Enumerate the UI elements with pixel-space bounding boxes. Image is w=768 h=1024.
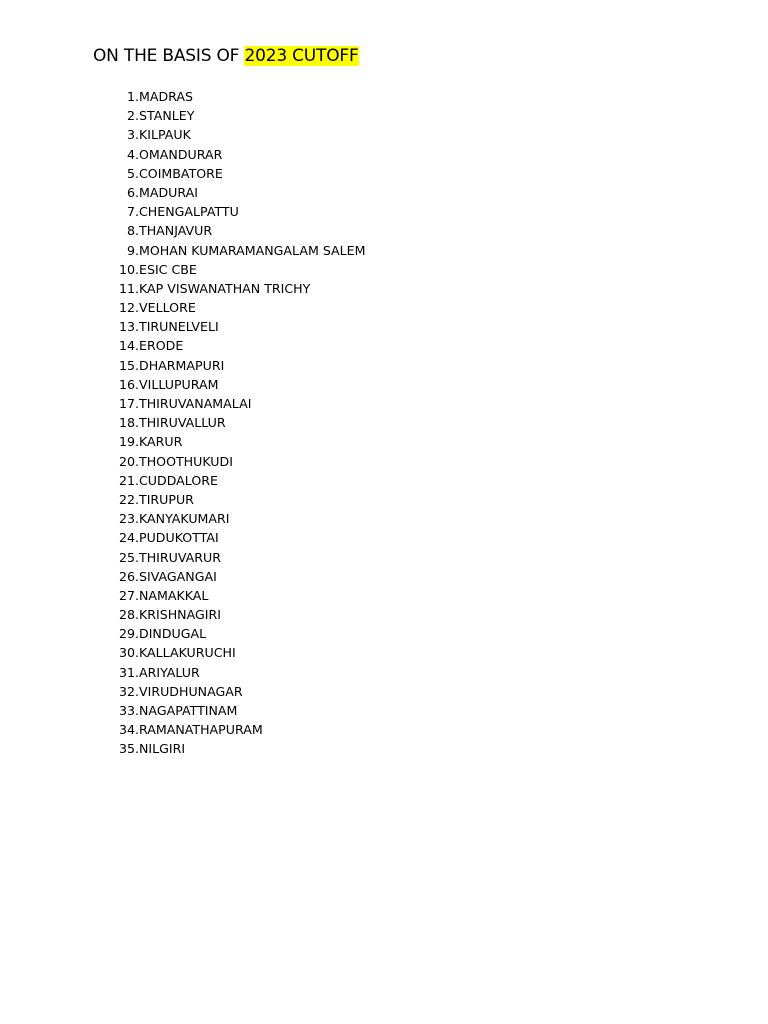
list-item-name: PUDUKOTTAI	[139, 530, 219, 546]
list-item-number: 7.	[126, 204, 139, 220]
list-item	[112, 452, 233, 471]
list-item	[112, 183, 198, 202]
list-item-name: DHARMAPURI	[139, 357, 225, 373]
list-item-name: OMANDURAR	[139, 146, 223, 162]
list-item	[112, 394, 252, 413]
list-item-name: RAMANATHAPURAM	[139, 722, 263, 738]
list-item-name: NAMAKKAL	[139, 587, 209, 603]
list-item	[112, 432, 183, 451]
list-item-name: VILLUPURAM	[139, 376, 219, 392]
list-item	[112, 298, 196, 317]
list-item-number: 9.	[126, 242, 139, 258]
list-item-name: NAGAPATTINAM	[139, 703, 238, 718]
list-item-name: KAP VISWANATHAN TRICHY	[139, 280, 311, 296]
list-item-name: THANJAVUR	[139, 223, 213, 239]
list-item-number: 1.	[126, 89, 139, 104]
list-item-name: NILGIRI	[139, 741, 186, 757]
list-item	[112, 221, 213, 240]
list-item-number: 24.	[118, 530, 139, 546]
list-item-number: 3.	[126, 127, 139, 143]
list-item	[112, 567, 217, 586]
list-item-name: MOHAN KUMARAMANGALAM SALEM	[139, 242, 366, 258]
list-item-name: COIMBATORE	[139, 165, 223, 181]
list-item-name: MADRAS	[139, 89, 194, 104]
list-item-name: STANLEY	[139, 108, 195, 124]
list-item-number: 13.	[118, 319, 139, 335]
list-item-number: 32.	[118, 683, 139, 699]
document-heading	[93, 44, 359, 68]
list-item-name: ARIYALUR	[139, 664, 200, 680]
list-item-name: THOOTHUKUDI	[139, 453, 233, 469]
list-item	[112, 701, 238, 720]
list-item	[112, 164, 223, 183]
list-item	[112, 125, 191, 144]
list-item	[112, 720, 263, 739]
list-item-number: 6.	[126, 184, 139, 200]
list-item	[112, 375, 219, 394]
list-item-name: KALLAKURUCHI	[139, 645, 236, 661]
list-item-name: KANYAKUMARI	[139, 511, 230, 527]
list-item	[112, 663, 200, 682]
list-item-number: 27.	[118, 587, 139, 603]
list-item	[112, 87, 194, 106]
list-item-number: 10.	[118, 261, 139, 277]
list-item	[112, 624, 207, 643]
list-item	[112, 356, 225, 375]
list-item	[112, 509, 230, 528]
list-item-number: 31.	[118, 664, 139, 680]
list-item	[112, 586, 209, 605]
list-item-number: 21.	[118, 472, 139, 488]
list-item-number: 33.	[118, 703, 139, 718]
list-item-number: 28.	[118, 607, 139, 623]
list-item-number: 29.	[118, 626, 139, 642]
list-item-number: 20.	[118, 453, 139, 469]
list-item-name: TIRUNELVELI	[139, 319, 219, 335]
list-item-number: 23.	[118, 511, 139, 527]
list-item-number: 34.	[118, 722, 139, 738]
list-item-number: 19.	[118, 434, 139, 450]
heading-highlight: 2023 CUTOFF	[244, 46, 359, 66]
list-item	[112, 528, 219, 547]
list-item	[112, 317, 219, 336]
list-item	[112, 682, 243, 701]
list-item-number: 26.	[118, 568, 139, 584]
list-item-number: 8.	[126, 223, 139, 239]
list-item-number: 16.	[118, 376, 139, 392]
list-item-name: THIRUVANAMALAI	[139, 396, 252, 411]
list-item-name: KARUR	[139, 434, 183, 450]
list-item	[112, 413, 226, 432]
list-item	[112, 471, 218, 490]
list-item	[112, 739, 186, 758]
list-item-name: KILPAUK	[139, 127, 191, 143]
list-item-name: ESIC CBE	[139, 261, 197, 277]
list-item-name: THIRUVARUR	[139, 549, 221, 565]
list-item-number: 17.	[118, 396, 139, 411]
list-item-number: 4.	[126, 146, 139, 162]
list-item-name: KRISHNAGIRI	[139, 607, 221, 623]
list-item-name: VELLORE	[139, 300, 196, 316]
list-item-name: TIRUPUR	[139, 491, 194, 507]
list-item-number: 5.	[126, 165, 139, 181]
college-list	[112, 87, 366, 759]
list-item-name: DINDUGAL	[139, 626, 207, 642]
list-item-name: THIRUVALLUR	[139, 415, 226, 431]
list-item-name: VIRUDHUNAGAR	[139, 683, 243, 699]
list-item-number: 2.	[126, 108, 139, 124]
list-item-number: 22.	[118, 491, 139, 507]
list-item-name: ERODE	[139, 338, 184, 354]
list-item	[112, 336, 184, 355]
list-item-name: MADURAI	[139, 184, 198, 200]
list-item	[112, 106, 195, 125]
list-item	[112, 548, 221, 567]
list-item-number: 14.	[118, 338, 139, 354]
list-item-name: CHENGALPATTU	[139, 204, 239, 220]
list-item-number: 25.	[118, 549, 139, 565]
list-item-name: CUDDALORE	[139, 472, 218, 488]
list-item-name: SIVAGANGAI	[139, 568, 217, 584]
list-item	[112, 605, 221, 624]
list-item	[112, 241, 366, 260]
list-item	[112, 202, 239, 221]
list-item-number: 35.	[118, 741, 139, 757]
list-item	[112, 643, 236, 662]
list-item	[112, 260, 197, 279]
list-item-number: 30.	[118, 645, 139, 661]
list-item-number: 15.	[118, 357, 139, 373]
list-item	[112, 279, 311, 298]
list-item	[112, 145, 223, 164]
list-item-number: 18.	[118, 415, 139, 431]
heading-prefix: ON THE BASIS OF	[93, 46, 245, 66]
list-item	[112, 490, 194, 509]
list-item-number: 11.	[118, 280, 139, 296]
list-item-number: 12.	[118, 300, 139, 316]
